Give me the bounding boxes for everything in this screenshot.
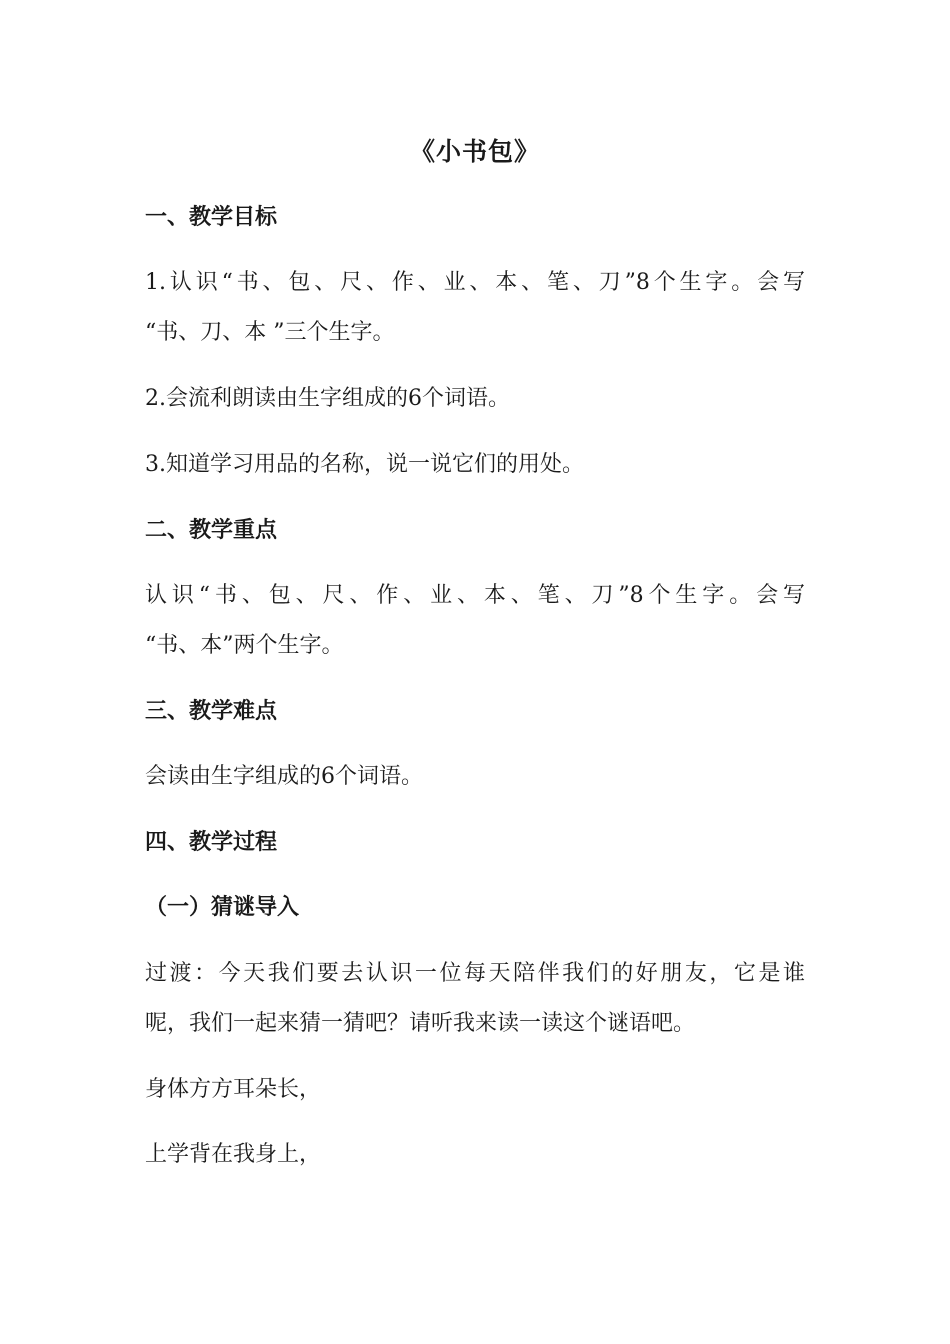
- section-heading-objectives: 一、教学目标: [145, 205, 278, 230]
- key-points-line-2: “书、本”两个生字。: [145, 633, 344, 658]
- objective-item-3: 3.知道学习用品的名称，说一说它们的用处。: [145, 452, 584, 477]
- transition-line-2: 呢，我们一起来猜一猜吧？请听我来读一读这个谜语吧。: [145, 1011, 696, 1036]
- difficulties-line-1: 会读由生字组成的6个词语。: [145, 764, 423, 789]
- document-title: 《小书包》: [409, 137, 540, 166]
- process-subheading: （一）猜谜导入: [145, 895, 300, 920]
- section-heading-key-points: 二、教学重点: [145, 518, 278, 543]
- section-heading-difficulties: 三、教学难点: [145, 699, 278, 724]
- section-heading-process: 四、教学过程: [145, 830, 278, 855]
- riddle-line-2: 上学背在我身上，: [145, 1142, 322, 1167]
- key-points-line-1: 认识“书、包、尺、作、业、本、笔、刀”8个生字。会写: [145, 583, 805, 608]
- objective-item-1-line-1: 1.认识“书、包、尺、作、业、本、笔、刀”8个生字。会写: [145, 270, 805, 295]
- objective-item-1-line-2: “书、刀、本 ”三个生字。: [145, 320, 395, 345]
- objective-item-2: 2.会流利朗读由生字组成的6个词语。: [145, 386, 510, 411]
- riddle-line-1: 身体方方耳朵长，: [145, 1077, 322, 1102]
- transition-line-1: 过渡：今天我们要去认识一位每天陪伴我们的好朋友，它是谁: [145, 961, 805, 986]
